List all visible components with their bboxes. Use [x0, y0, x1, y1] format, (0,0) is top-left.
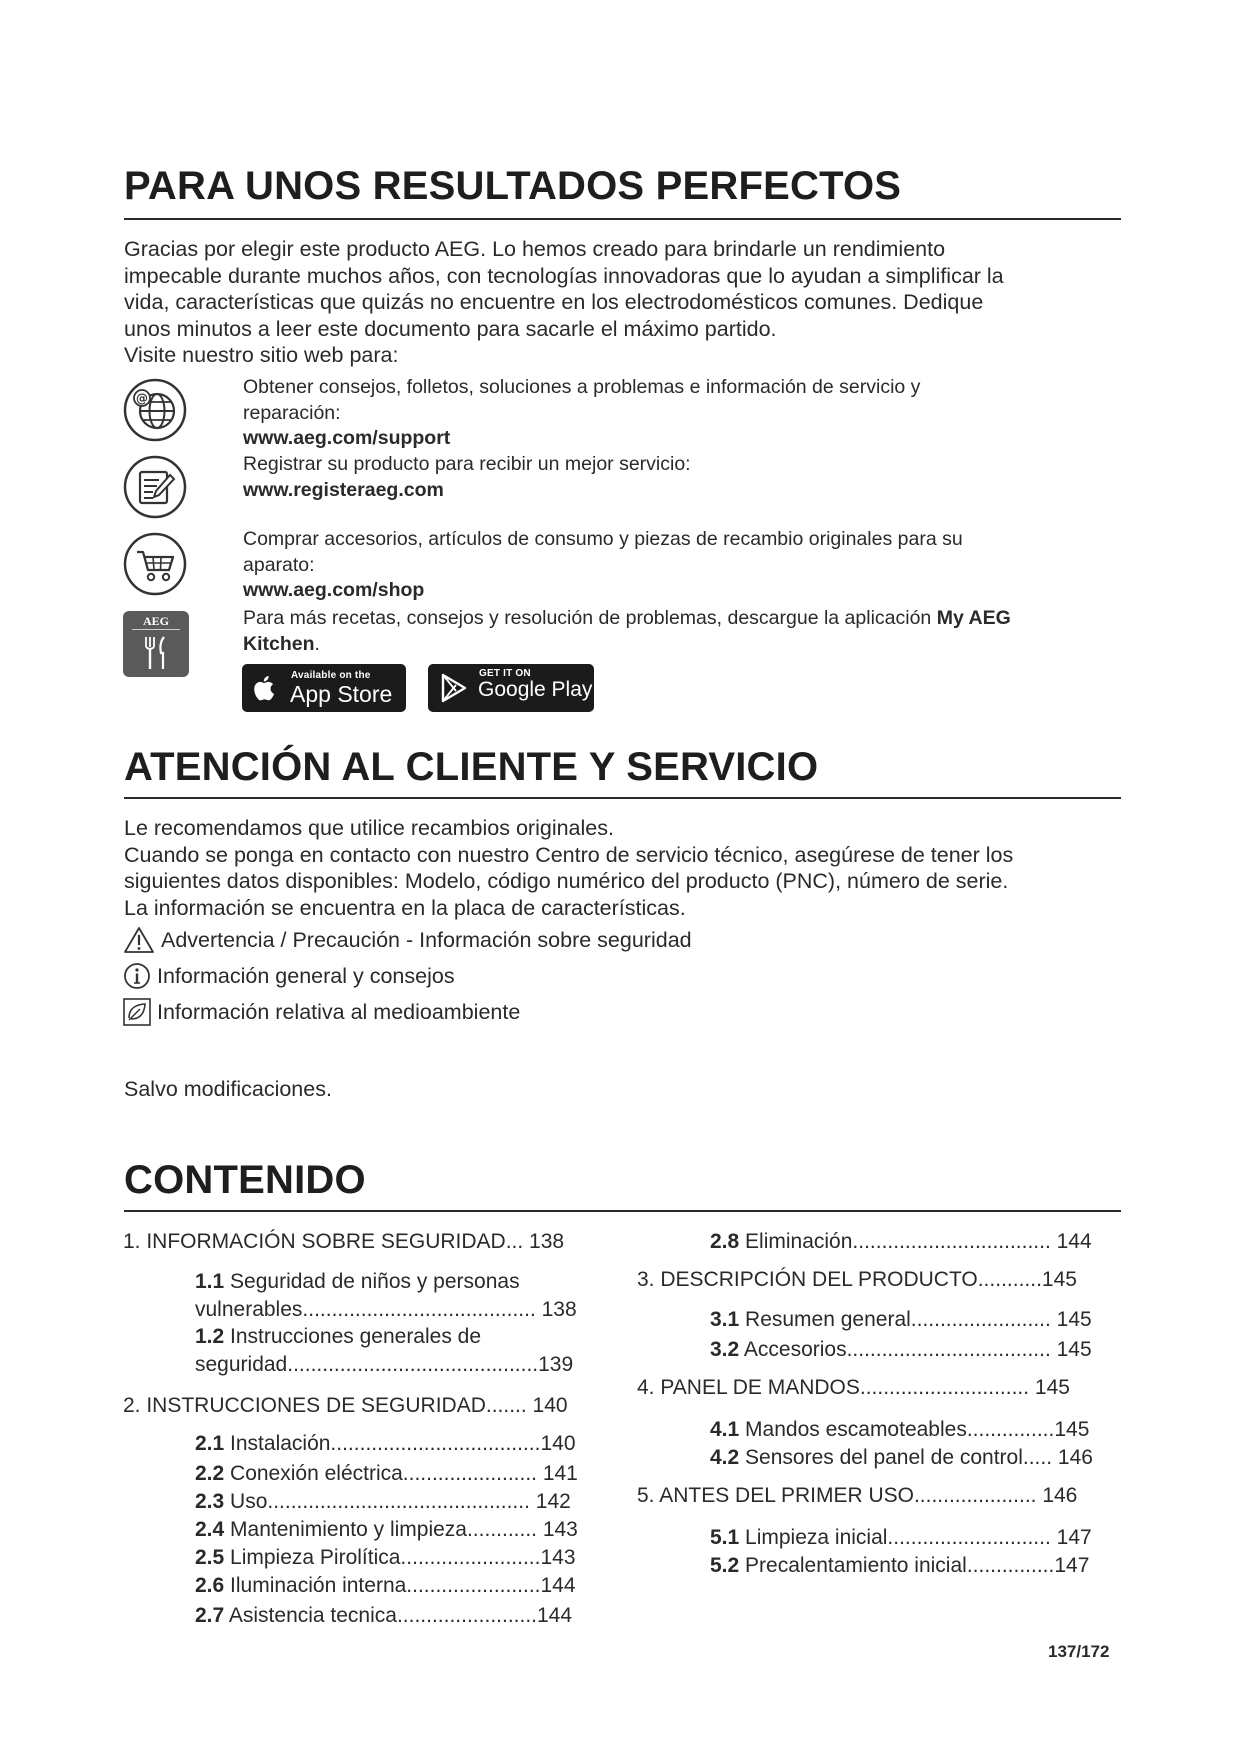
- support-text: reparación:: [243, 401, 341, 424]
- section-rule: [124, 797, 1121, 799]
- service-line: La información se encuentra en la placa de características.: [124, 895, 686, 920]
- service-line: siguientes datos disponibles: Modelo, código numérico del producto (PNC), número de serie.: [124, 869, 1009, 893]
- aeg-kitchen-app-icon: [123, 611, 189, 677]
- app-store-small-text: Available on the: [291, 670, 371, 681]
- section-title-perfect-results: PARA UNOS RESULTADOS PERFECTOS: [124, 164, 902, 208]
- apple-icon: [254, 674, 278, 702]
- shop-text: Comprar accesorios, artículos de consumo y piezas de recambio originales para su: [243, 528, 963, 550]
- toc-item-2-6[interactable]: 2.6 Iluminación interna.......................144: [195, 1574, 576, 1597]
- toc-item-2-5[interactable]: 2.5 Limpieza Pirolítica........................143: [195, 1546, 576, 1569]
- service-line: Cuando se ponga en contacto con nuestro Centro de servicio técnico, asegúrese de tener los: [124, 842, 1014, 867]
- app-text: Para más recetas, consejos y resolución de problemas, descargue la aplicación My AEG: [243, 607, 1011, 629]
- support-link[interactable]: www.aeg.com/support: [243, 427, 451, 449]
- changes-notice: Salvo modificaciones.: [124, 1077, 332, 1101]
- play-icon: [440, 673, 468, 703]
- leaf-icon: [123, 998, 151, 1026]
- shop-text: aparato:: [243, 553, 315, 576]
- section-title-contents: CONTENIDO: [124, 1158, 366, 1202]
- toc-item-2-3[interactable]: 2.3 Uso............................................. 142: [195, 1490, 571, 1513]
- register-link[interactable]: www.registeraeg.com: [243, 478, 444, 501]
- register-document-icon: [123, 455, 187, 519]
- toc-item-1-1[interactable]: 1.1 Seguridad de niños y personas vulnerables........................................ 138: [195, 1270, 577, 1321]
- legend-warning: [123, 925, 692, 955]
- support-text: Obtener consejos, folletos, soluciones a problemas e información de servicio y: [243, 376, 921, 398]
- section-rule: [124, 1210, 1121, 1212]
- app-name: My AEG: [936, 607, 1011, 629]
- legend-environment: [123, 997, 520, 1027]
- legend-info-text: Información general y consejos: [157, 964, 455, 988]
- toc-item-3-1[interactable]: 3.1 Resumen general........................ 145: [710, 1308, 1092, 1331]
- legend-info: [123, 961, 455, 991]
- toc-chapter-2[interactable]: 2. INSTRUCCIONES DE SEGURIDAD....... 140: [123, 1394, 568, 1417]
- cutlery-icon: [142, 635, 170, 671]
- globe-support-icon: [123, 378, 187, 442]
- toc-item-3-2[interactable]: 3.2 Accesorios................................... 145: [710, 1338, 1092, 1361]
- register-item: [243, 452, 1123, 503]
- legend-environment-text: Información relativa al medioambiente: [157, 1000, 521, 1024]
- google-play-badge[interactable]: [428, 664, 594, 712]
- app-item: [243, 606, 1123, 657]
- intro-line: Visite nuestro sitio web para:: [124, 343, 399, 367]
- app-store-big-text: App Store: [290, 681, 393, 707]
- support-item: [243, 375, 1123, 452]
- toc-item-4-1[interactable]: 4.1 Mandos escamoteables...............145: [710, 1418, 1090, 1441]
- toc-item-2-2[interactable]: 2.2 Conexión eléctrica....................... 141: [195, 1462, 578, 1485]
- warning-icon: [123, 926, 155, 954]
- svg-text:@: @: [136, 391, 148, 406]
- shop-link[interactable]: www.aeg.com/shop: [243, 579, 425, 601]
- toc-item-4-2[interactable]: 4.2 Sensores del panel de control..... 146: [710, 1446, 1093, 1469]
- toc-item-5-2[interactable]: 5.2 Precalentamiento inicial...............147: [710, 1554, 1090, 1577]
- google-play-small-text: GET IT ON: [479, 668, 531, 679]
- app-store-badge[interactable]: [242, 664, 406, 712]
- toc-item-2-4[interactable]: 2.4 Mantenimiento y limpieza............ 143: [195, 1518, 578, 1541]
- toc-chapter-4[interactable]: 4. PANEL DE MANDOS............................. 145: [637, 1376, 1070, 1399]
- toc-item-2-7[interactable]: 2.7 Asistencia tecnica........................144: [195, 1604, 573, 1627]
- info-icon: [123, 962, 151, 990]
- toc-chapter-1[interactable]: 1. INFORMACIÓN SOBRE SEGURIDAD... 138: [123, 1230, 565, 1253]
- toc-item-1-2[interactable]: 1.2 Instrucciones generales de seguridad...........................................139: [195, 1325, 574, 1376]
- section-title-customer-service: ATENCIÓN AL CLIENTE Y SERVICIO: [124, 745, 819, 789]
- toc-item-2-8[interactable]: 2.8 Eliminación.................................. 144: [710, 1230, 1092, 1253]
- intro-line: impecable durante muchos años, con tecnologías innovadoras que lo ayudan a simplificar la: [124, 263, 1004, 288]
- register-text: Registrar su producto para recibir un mejor servicio:: [243, 453, 691, 475]
- app-name: Kitchen: [243, 632, 315, 655]
- intro-line: unos minutos a leer este documento para sacarle el máximo partido.: [124, 316, 777, 341]
- page-number: 137/172: [1048, 1642, 1110, 1661]
- section-rule: [124, 218, 1121, 220]
- service-line: Le recomendamos que utilice recambios originales.: [124, 816, 614, 840]
- toc-item-2-1[interactable]: 2.1 Instalación....................................140: [195, 1432, 576, 1455]
- intro-line: vida, características que quizás no encuentre en los electrodomésticos comunes. Dedique: [124, 290, 984, 314]
- shop-item: [243, 527, 1123, 604]
- legend-warning-text: Advertencia / Precaución - Información sobre seguridad: [161, 928, 692, 952]
- toc-item-5-1[interactable]: 5.1 Limpieza inicial............................ 147: [710, 1526, 1092, 1549]
- intro-line: Gracias por elegir este producto AEG. Lo hemos creado para brindarle un rendimiento: [124, 237, 946, 261]
- google-play-big-text: Google Play: [478, 678, 593, 701]
- toc-chapter-3[interactable]: 3. DESCRIPCIÓN DEL PRODUCTO...........145: [637, 1268, 1077, 1291]
- shopping-cart-icon: [123, 532, 187, 596]
- intro-paragraph: [124, 236, 1124, 369]
- toc-chapter-5[interactable]: 5. ANTES DEL PRIMER USO..................... 146: [637, 1484, 1078, 1507]
- app-text: Kitchen.: [243, 632, 320, 655]
- app-icon-label: AEG: [142, 614, 169, 628]
- service-paragraph: [124, 815, 1124, 921]
